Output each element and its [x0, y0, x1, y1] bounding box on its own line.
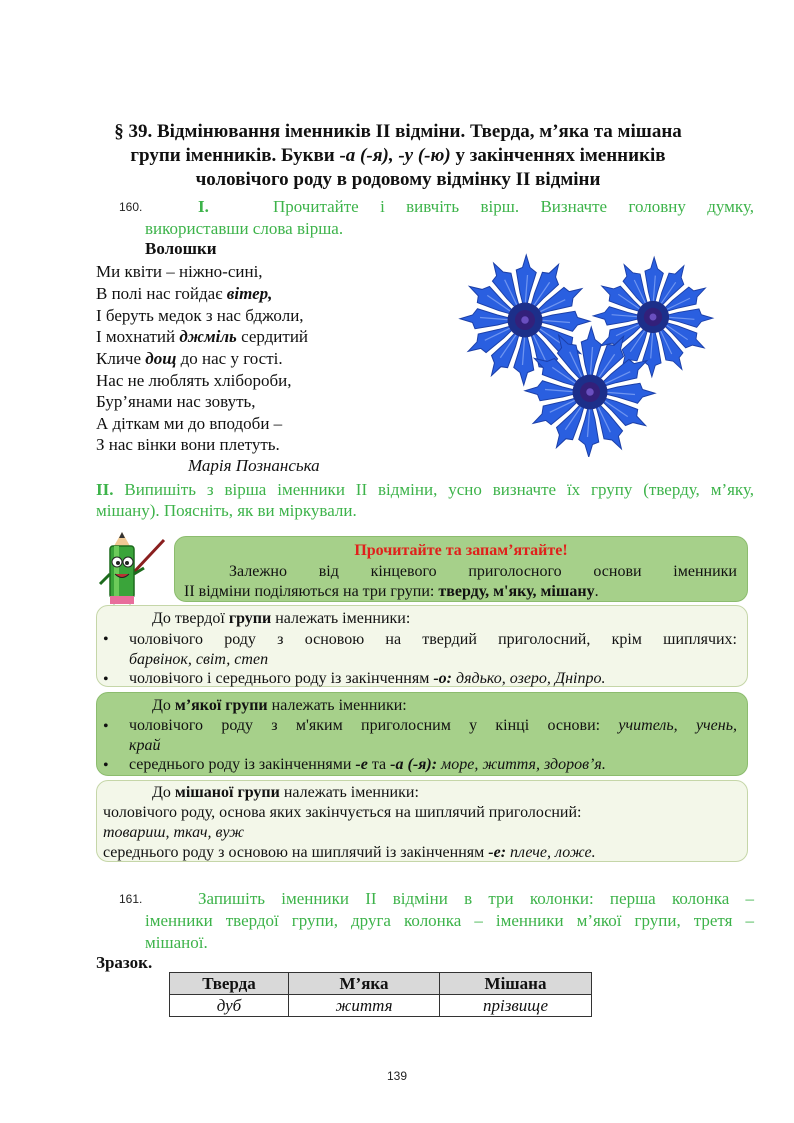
poem-text: Кличе — [96, 349, 146, 368]
poem-title: Волошки — [145, 239, 217, 258]
rule-text: чоловічого роду з м'яким приголосним у кінці основи: — [129, 717, 619, 734]
rule-text: належать іменники: — [267, 697, 407, 714]
poem-keyword: джміль — [179, 327, 237, 346]
poem-line: А діткам ми до вподоби – — [96, 414, 283, 433]
rule-examples: море, життя, здоров’я. — [437, 756, 606, 773]
exercise-160-line-1 — [198, 196, 754, 218]
rule-heading-text: Прочитайте та запам’ятайте! — [354, 542, 568, 559]
poem-line — [96, 283, 272, 304]
poem-line — [96, 326, 308, 347]
column-header: Тверда — [170, 973, 289, 995]
sample-table-header — [170, 973, 592, 995]
page-number: 139 — [386, 1069, 408, 1083]
soft-group-bullet-2 — [129, 754, 606, 775]
soft-group-bullet-1 — [129, 715, 737, 736]
sample-table — [169, 972, 592, 1017]
poem-line: Бур’янами нас зовуть, — [96, 392, 256, 411]
rule-keyword: м’якої групи — [174, 697, 268, 714]
rule-heading — [175, 540, 747, 561]
title-endings: -а (-я), -у (-ю) — [339, 145, 451, 166]
title-line-1: § 39. Відмінювання іменників ІІ відміни. Тверда, м’яка та мішана — [114, 121, 682, 142]
rule-examples: плече, ложе. — [506, 844, 596, 861]
rule-text: середнього роду з основою на шиплячий із закінченням — [103, 844, 489, 861]
mixed-group-examples-1: товариш, ткач, вуж — [103, 824, 245, 841]
title-line-2 — [90, 144, 706, 168]
bullet: • — [103, 718, 109, 735]
rule-box — [174, 536, 748, 602]
poem-text: до нас у гості. — [176, 349, 283, 368]
rule-text: середнього роду із закінченнями — [129, 756, 356, 773]
poem-line: Нас не люблять хлібороби, — [96, 371, 292, 390]
rule-examples: учитель, учень, — [618, 717, 737, 734]
bullet: • — [103, 631, 109, 648]
rule-text: До — [152, 697, 175, 714]
table-row — [170, 995, 592, 1017]
title-text: групи іменників. Букви — [130, 145, 340, 166]
poem-keyword: дощ — [145, 349, 177, 368]
column-header: Мішана — [440, 973, 592, 995]
rule-line-2 — [184, 581, 599, 602]
task-2-line-1 — [96, 479, 754, 501]
mixed-group-line-1: чоловічого роду, основа яких закінчується на шиплячий приголосний: — [103, 804, 582, 821]
hard-group-bullet-2 — [129, 668, 605, 689]
hard-group-bullet-1: чоловічого роду з основою на твердий приголосний, крім шиплячих: — [129, 631, 737, 648]
exercise-text: Випишіть з вірша іменники ІІ відміни, усно визначте їх групу (тверду, м’яку, — [113, 480, 754, 499]
poem-text: І мохнатий — [96, 327, 180, 346]
soft-group-intro — [152, 695, 407, 716]
soft-group-examples-1: край — [129, 737, 161, 754]
exercise-161-line-2: іменники твердої групи, друга колонка – іменники м’якої групи, третя – — [145, 911, 754, 930]
rule-ending: -е — [355, 756, 368, 773]
exercise-number-160: 160. — [119, 200, 143, 214]
rule-ending: -е: — [488, 844, 507, 861]
table-cell: прізвище — [440, 995, 592, 1017]
rule-line-1: Залежно від кінцевого приголосного основи іменники — [229, 563, 737, 580]
column-header: М’яка — [289, 973, 440, 995]
rule-text: До твердої — [152, 610, 229, 627]
title-text: у закінченнях іменників — [450, 145, 666, 166]
hard-group-intro — [152, 608, 410, 629]
hard-group-box — [96, 605, 748, 687]
title-line-3: чоловічого роду в родовому відмінку ІІ відміни — [195, 169, 601, 190]
mixed-group-box — [96, 780, 748, 862]
poem-text: В полі нас гойдає — [96, 284, 227, 303]
table-cell: життя — [289, 995, 440, 1017]
mixed-group-line-3 — [103, 842, 596, 863]
rule-examples: дядько, озеро, Дніпро. — [452, 670, 606, 687]
poem-keyword: вітер, — [226, 284, 273, 303]
exercise-161-line-1: Запишіть іменники ІІ відміни в три колонки: перша колонка – — [198, 889, 754, 908]
exercise-text: Прочитайте і вивчіть вірш. Визначте головну думку, — [272, 197, 754, 216]
bullet: • — [103, 757, 109, 774]
exercise-part-marker: ІІ. — [96, 480, 114, 499]
rule-text: ІІ відміни поділяються на три групи: — [184, 583, 439, 600]
rule-text: належать іменники: — [279, 784, 419, 801]
poem-line: І беруть медок з нас бджоли, — [96, 306, 304, 325]
poem-line: З нас вінки вони плетуть. — [96, 435, 280, 454]
exercise-161-line-3: мішаної. — [145, 933, 208, 952]
soft-group-box — [96, 692, 748, 776]
rule-keyword: групи — [228, 610, 272, 627]
bullet: • — [103, 671, 109, 688]
exercise-160-line-2: використавши слова вірша. — [145, 219, 344, 238]
poem-author: Марія Познанська — [188, 456, 320, 475]
rule-keyword: мішаної групи — [174, 784, 280, 801]
mixed-group-intro — [152, 782, 419, 803]
sample-label: Зразок. — [96, 953, 153, 972]
rule-ending: -а (-я): — [390, 756, 438, 773]
section-title — [90, 120, 706, 192]
poem-line: Ми квіти – ніжно-сині, — [96, 262, 263, 281]
rule-ending: -о: — [433, 670, 452, 687]
poem-text: сердитий — [236, 327, 309, 346]
rule-text: . — [594, 583, 599, 600]
rule-text: належать іменники: — [271, 610, 411, 627]
cornflowers-illustration — [455, 252, 760, 457]
exercise-part-marker: І. — [198, 197, 209, 216]
hard-group-examples-1: барвінок, світ, степ — [129, 651, 269, 668]
table-cell: дуб — [170, 995, 289, 1017]
rule-text: та — [367, 756, 391, 773]
rule-text: До — [152, 784, 175, 801]
task-2-line-2: мішану). Поясніть, як ви міркували. — [96, 501, 357, 520]
poem-line — [96, 348, 283, 369]
rule-text: чоловічого і середнього роду із закінченням — [129, 670, 434, 687]
exercise-number-161: 161. — [119, 892, 143, 906]
rule-groups: тверду, м'яку, мішану — [438, 583, 595, 600]
pencil-mascot-icon — [96, 532, 170, 616]
